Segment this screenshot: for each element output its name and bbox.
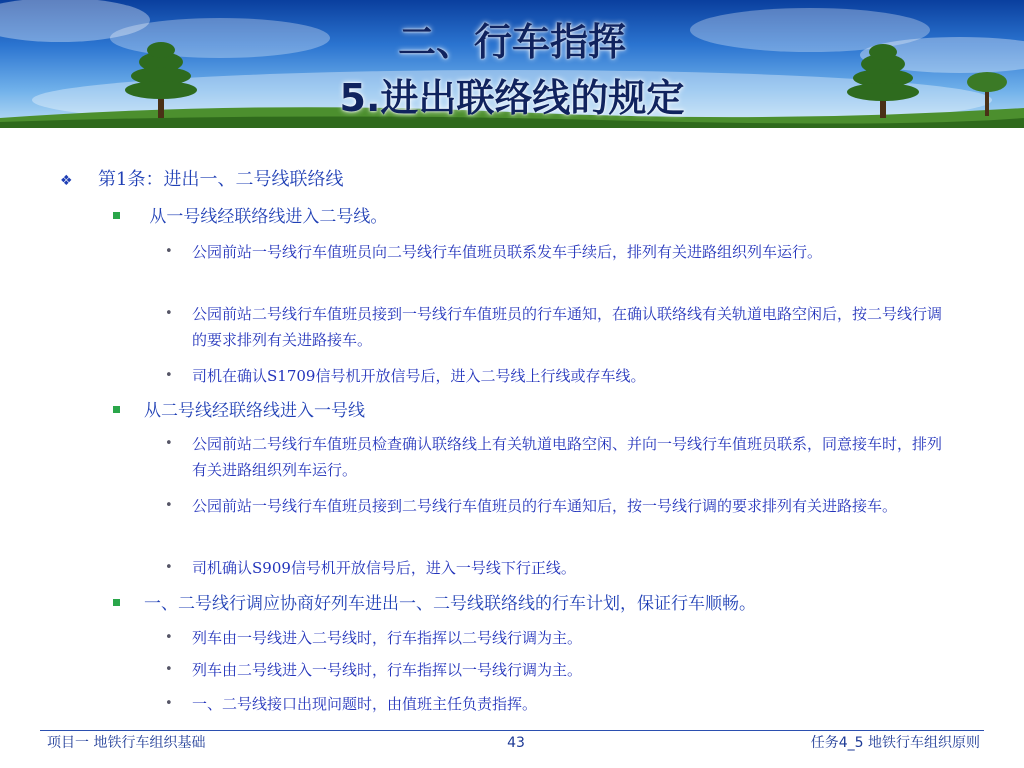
dot-icon: • [165,696,173,711]
list-item: • 列车由二号线进入一号线时，行车指挥以一号线行调为主。 [165,657,955,683]
sub-item-3 [113,592,756,616]
sub-item-1 [113,205,387,229]
list-item: • 公园前站二号线行车值班员检查确认联络线上有关轨道电路空闲、并向一号线行车值班员联系，同意接车时，排列有关进路组织列车运行。 [165,431,955,483]
green-square-icon [113,599,120,606]
footer-task: 任务4_5 地铁行车组织原则 [810,735,980,751]
dot-icon: • [165,436,173,451]
section-heading-text: 第1条：进出一、二号线联络线 [98,169,344,190]
footer-divider [40,730,984,731]
list-item: • 司机在确认S1709信号机开放信号后，进入二号线上行线或存车线。 [165,363,955,389]
sub-item-label: 一、二号线行调应协商好列车进出一、二号线联络线的行车计划，保证行车顺畅。 [144,594,756,614]
dot-icon: • [165,498,173,513]
list-item: • 公园前站一号线行车值班员接到二号线行车值班员的行车通知后，按一号线行调的要求排列有关进路接车。 [165,493,955,519]
dot-icon: • [165,630,173,645]
dot-icon: • [165,560,173,575]
list-item: • 公园前站二号线行车值班员接到一号线行车值班员的行车通知，在确认联络线有关轨道电路空闲后，按二号线行调的要求排列有关进路接车。 [165,301,955,353]
dot-icon: • [165,662,173,677]
sub-item-2 [113,399,365,423]
slide-title: 二、行车指挥 [397,20,626,64]
slide-subtitle: 5.进出联络线的规定 [339,76,685,120]
sub-item-label: 从一号线经联络线进入二号线。 [144,207,388,227]
page-number: 43 [507,735,525,751]
list-item: • 司机确认S909信号机开放信号后，进入一号线下行正线。 [165,555,955,581]
sub-item-label: 从二号线经联络线进入一号线 [144,401,365,421]
list-item: • 公园前站一号线行车值班员向二号线行车值班员联系发车手续后，排列有关进路组织列车运行。 [165,239,955,265]
list-item: • 一、二号线接口出现问题时，由值班主任负责指挥。 [165,691,955,717]
footer-project: 项目一 地铁行车组织基础 [47,735,206,751]
dot-icon: • [165,244,173,259]
dot-icon: • [165,306,173,321]
diamond-cluster-icon: ❖ [60,173,73,189]
title-banner [0,0,1024,128]
green-square-icon [113,406,120,413]
green-square-icon [113,212,120,219]
dot-icon: • [165,368,173,383]
section-heading [60,168,343,193]
list-item: • 列车由一号线进入二号线时，行车指挥以二号线行调为主。 [165,625,955,651]
